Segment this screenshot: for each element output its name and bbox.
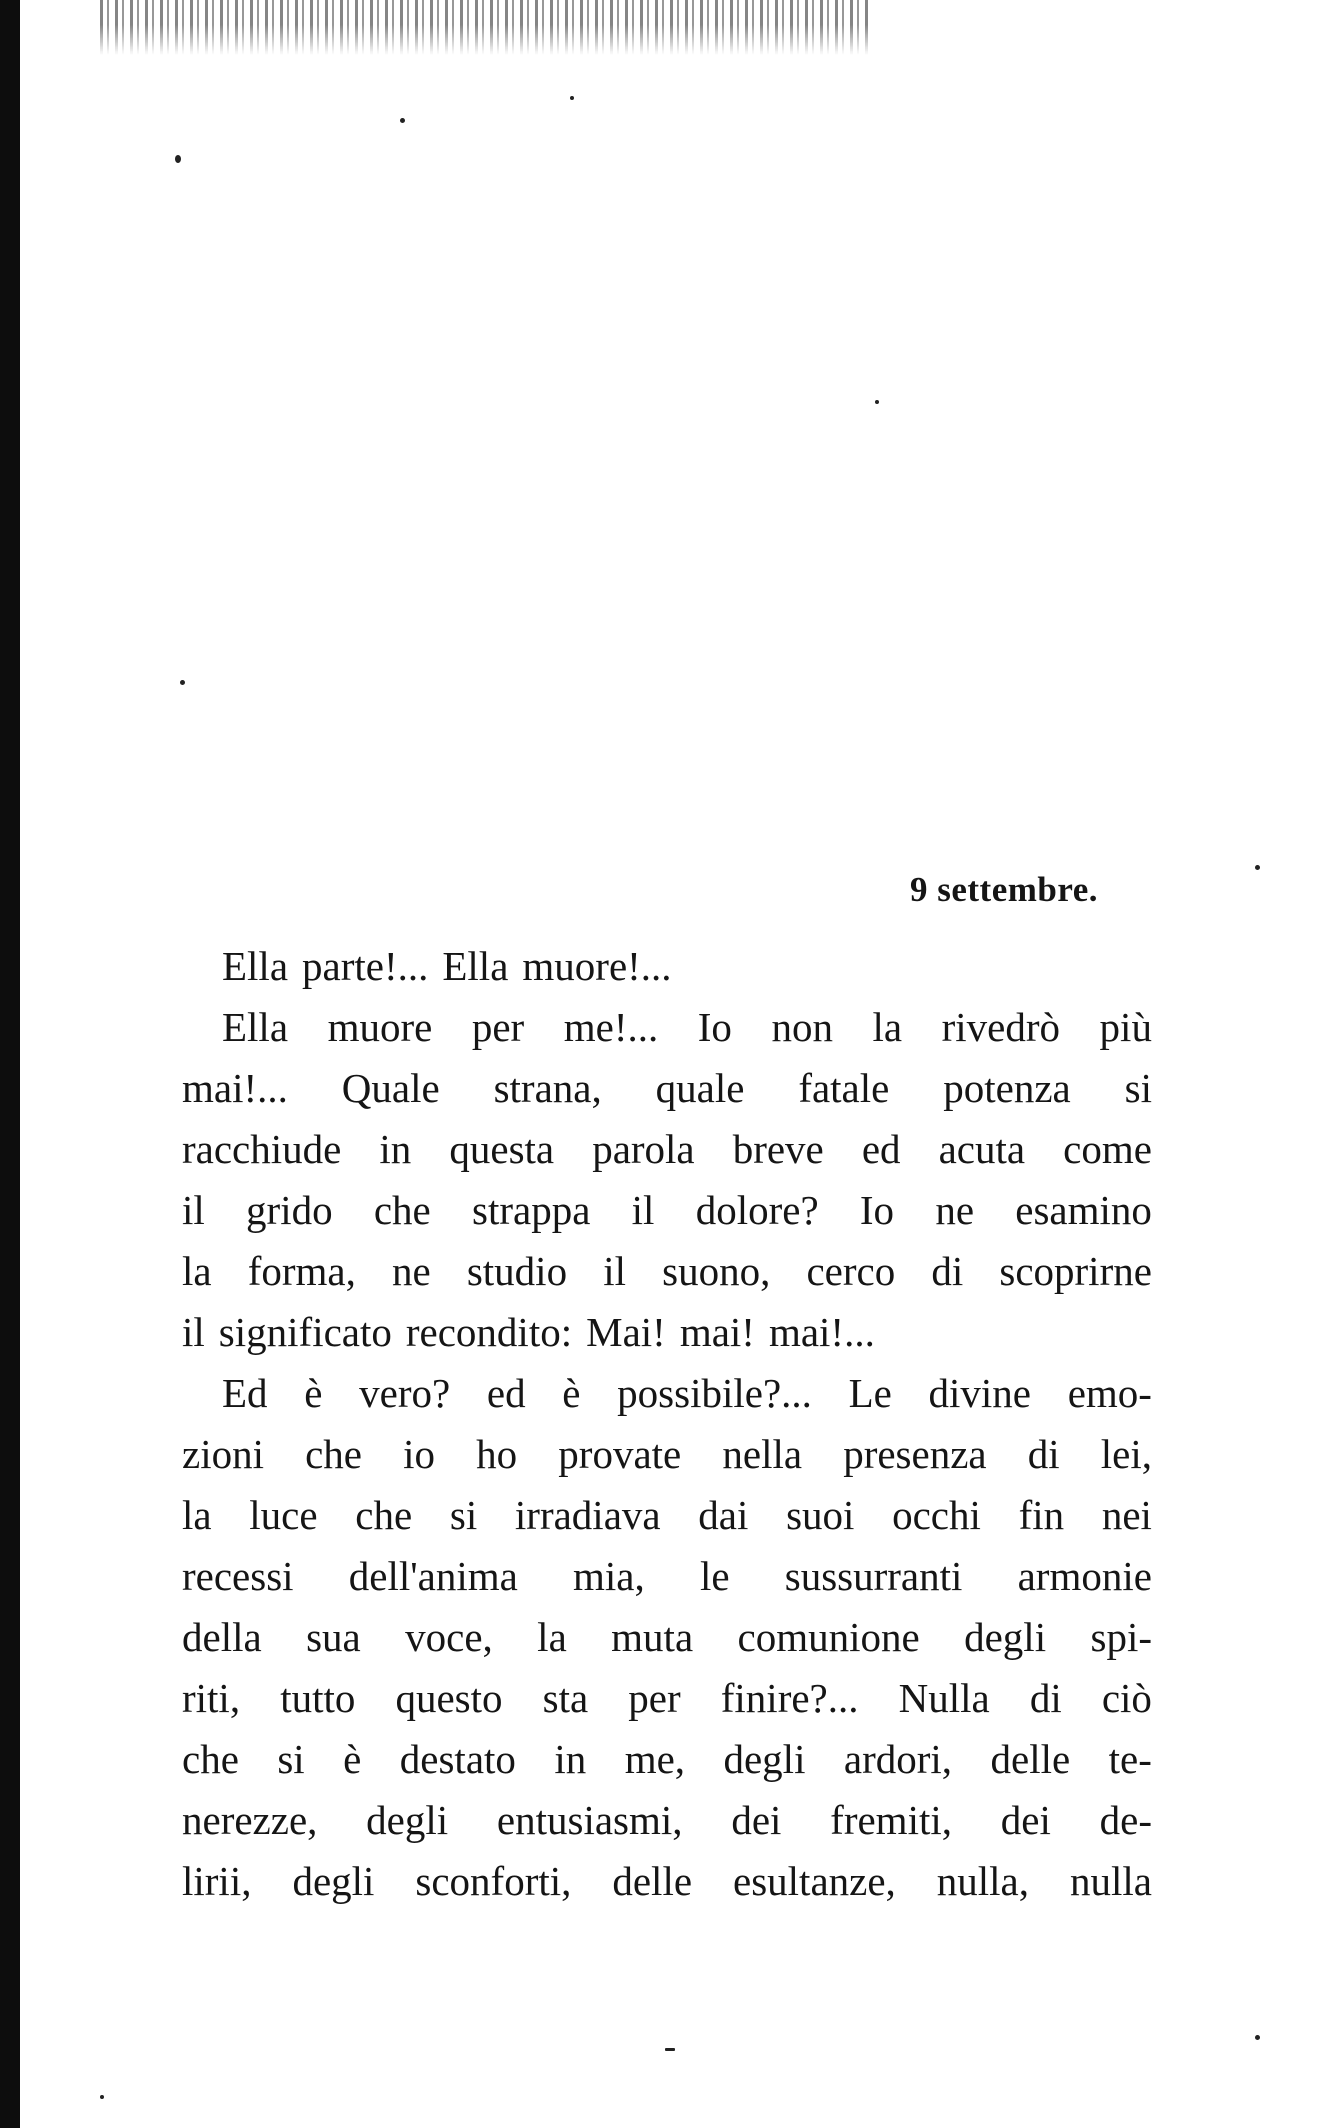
word: ed	[861, 1126, 901, 1172]
word: Quale	[341, 1065, 440, 1111]
word: le	[699, 1553, 730, 1599]
word: fremiti,	[830, 1797, 952, 1843]
word: si	[277, 1736, 305, 1782]
word: delle	[612, 1858, 693, 1904]
word: nulla	[1069, 1858, 1152, 1904]
word: ciò	[1101, 1675, 1152, 1721]
word: lirii,	[182, 1858, 252, 1904]
word: breve	[732, 1126, 824, 1172]
word: dolore?	[695, 1187, 819, 1233]
word: nulla,	[936, 1858, 1029, 1904]
word: di	[931, 1248, 964, 1294]
word: quale	[655, 1065, 745, 1111]
word: più	[1099, 1004, 1152, 1050]
word: Io	[697, 1004, 732, 1050]
word: mai!	[679, 1309, 755, 1355]
word: irradiava	[514, 1492, 661, 1538]
word: di	[1029, 1675, 1062, 1721]
word: che	[305, 1431, 363, 1477]
word: è	[562, 1370, 581, 1416]
word: racchiude	[182, 1126, 342, 1172]
word: il	[603, 1248, 626, 1294]
word: la	[872, 1004, 903, 1050]
word: la	[182, 1248, 212, 1294]
word: armonie	[1017, 1553, 1152, 1599]
text-line	[182, 1851, 1152, 1912]
word: possibile?...	[617, 1370, 812, 1416]
text-line	[182, 1180, 1152, 1241]
word: acuta	[938, 1126, 1026, 1172]
word: dei	[731, 1797, 782, 1843]
word: strana,	[493, 1065, 602, 1111]
text-line	[182, 1668, 1152, 1729]
word: Io	[859, 1187, 895, 1233]
word: riti,	[182, 1675, 241, 1721]
word: Mai!	[586, 1309, 666, 1355]
word: si	[1124, 1065, 1152, 1111]
word: scoprirne	[999, 1248, 1152, 1294]
word: emo-	[1067, 1370, 1152, 1416]
word: questo	[395, 1675, 503, 1721]
word: spi-	[1090, 1614, 1152, 1660]
word: mai!...	[768, 1309, 875, 1355]
word: muore	[327, 1004, 433, 1050]
word: esultanze,	[733, 1858, 896, 1904]
word: parte!...	[302, 943, 429, 989]
entry-date: 9 settembre.	[910, 870, 1099, 909]
word: come	[1063, 1126, 1152, 1172]
word: Nulla	[898, 1675, 990, 1721]
text-line	[182, 936, 1152, 997]
text-line	[182, 1790, 1152, 1851]
scan-speck	[1255, 865, 1260, 870]
word: destato	[399, 1736, 516, 1782]
binding-edge	[0, 0, 20, 2128]
word: studio	[466, 1248, 568, 1294]
word: voce,	[405, 1614, 493, 1660]
word: che	[182, 1736, 239, 1782]
word: in	[554, 1736, 587, 1782]
word: ed	[486, 1370, 526, 1416]
word: ne	[392, 1248, 431, 1294]
word: in	[379, 1126, 412, 1172]
word: ne	[935, 1187, 975, 1233]
word: il	[182, 1187, 205, 1233]
word: suoi	[786, 1492, 855, 1538]
text-line	[182, 1058, 1152, 1119]
word: la	[537, 1614, 567, 1660]
word: è	[343, 1736, 362, 1782]
word: fatale	[798, 1065, 890, 1111]
word: me!...	[563, 1004, 659, 1050]
text-line	[182, 1241, 1152, 1302]
word: Ed	[222, 1370, 268, 1416]
word: che	[355, 1492, 413, 1538]
word: si	[449, 1492, 478, 1538]
scan-speck	[180, 680, 185, 685]
scan-noise	[100, 0, 870, 55]
text-line	[182, 1546, 1152, 1607]
word: nella	[722, 1431, 803, 1477]
word: Ella	[222, 1004, 289, 1050]
word: sua	[306, 1614, 361, 1660]
word: degli	[292, 1858, 375, 1904]
word: strappa	[472, 1187, 591, 1233]
word: grido	[246, 1187, 333, 1233]
word: questa	[449, 1126, 555, 1172]
word: potenza	[943, 1065, 1071, 1111]
text-line	[182, 1363, 1152, 1424]
word: sta	[542, 1675, 589, 1721]
word: zioni	[182, 1431, 264, 1477]
word: dai	[698, 1492, 749, 1538]
word: provate	[558, 1431, 682, 1477]
scan-speck	[400, 118, 405, 123]
word: degli	[964, 1614, 1047, 1660]
word: Ella	[442, 943, 509, 989]
word: cerco	[806, 1248, 896, 1294]
word: significato	[218, 1309, 392, 1355]
text-line	[182, 997, 1152, 1058]
word: nei	[1101, 1492, 1152, 1538]
word: per	[628, 1675, 681, 1721]
body-text	[182, 936, 1152, 1912]
word: sussurranti	[784, 1553, 963, 1599]
word: de-	[1099, 1797, 1152, 1843]
text-line	[182, 1729, 1152, 1790]
word: che	[373, 1187, 431, 1233]
text-line	[182, 1424, 1152, 1485]
scan-speck	[175, 155, 181, 163]
scan-speck	[100, 2095, 104, 2099]
word: per	[471, 1004, 525, 1050]
word: comunione	[737, 1614, 920, 1660]
word: sconforti,	[415, 1858, 572, 1904]
word: muore!...	[522, 943, 672, 989]
word: Le	[848, 1370, 892, 1416]
word: vero?	[359, 1370, 451, 1416]
word: occhi	[892, 1492, 981, 1538]
word: ardori,	[843, 1736, 953, 1782]
word: lei,	[1100, 1431, 1152, 1477]
scan-speck	[570, 96, 574, 100]
word: mai!...	[182, 1065, 288, 1111]
word: recondito:	[405, 1309, 573, 1355]
text-line	[182, 1485, 1152, 1546]
word: io	[403, 1431, 436, 1477]
word: tutto	[280, 1675, 356, 1721]
text-line	[182, 1607, 1152, 1668]
word: suono,	[662, 1248, 771, 1294]
word: è	[304, 1370, 323, 1416]
word: presenza	[843, 1431, 987, 1477]
word: ho	[476, 1431, 518, 1477]
scan-speck	[875, 400, 879, 404]
word: il	[631, 1187, 655, 1233]
word: degli	[366, 1797, 449, 1843]
word: degli	[723, 1736, 806, 1782]
word: finire?...	[720, 1675, 859, 1721]
word: esamino	[1015, 1187, 1152, 1233]
word: dell'anima	[348, 1553, 518, 1599]
word: mia,	[573, 1553, 645, 1599]
word: la	[182, 1492, 212, 1538]
text-line	[182, 1302, 1152, 1363]
word: Ella	[222, 943, 289, 989]
word: rivedrò	[941, 1004, 1061, 1050]
word: te-	[1108, 1736, 1152, 1782]
word: fin	[1018, 1492, 1065, 1538]
word: luce	[249, 1492, 318, 1538]
word: il	[182, 1309, 205, 1355]
word: divine	[928, 1370, 1031, 1416]
word: della	[182, 1614, 262, 1660]
word: non	[771, 1004, 833, 1050]
word: entusiasmi,	[496, 1797, 683, 1843]
word: dei	[1000, 1797, 1051, 1843]
word: forma,	[247, 1248, 356, 1294]
word: di	[1027, 1431, 1060, 1477]
word: parola	[592, 1126, 695, 1172]
word: me,	[624, 1736, 686, 1782]
word: delle	[990, 1736, 1071, 1782]
scan-speck	[1255, 2035, 1260, 2040]
word: nerezze,	[182, 1797, 318, 1843]
word: muta	[611, 1614, 694, 1660]
scan-speck	[665, 2048, 675, 2051]
word: recessi	[182, 1553, 294, 1599]
text-line	[182, 1119, 1152, 1180]
